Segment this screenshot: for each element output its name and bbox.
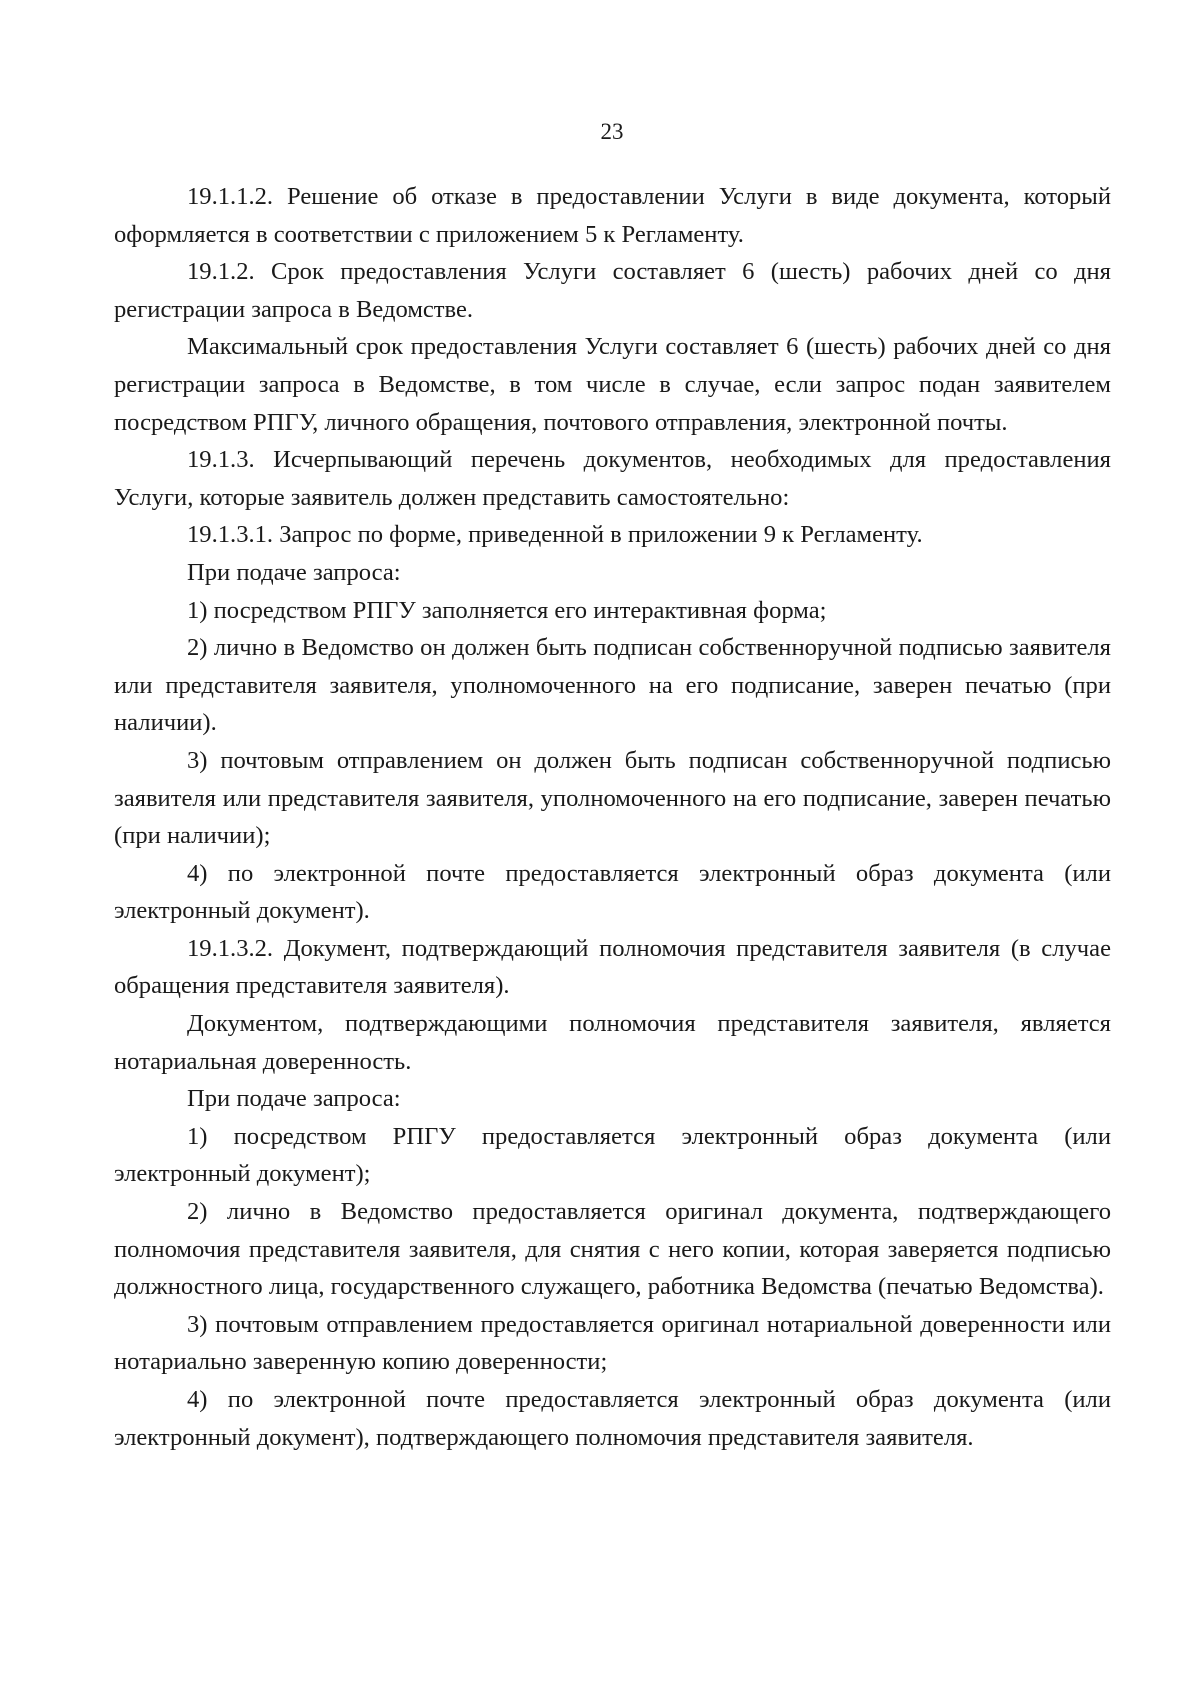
- list-item-postal-original: 3) почтовым отправлением предоставляется оригинал нотариальной доверенности или нотариально заверенную копию доверенности;: [114, 1310, 1111, 1376]
- document-body: [114, 178, 1111, 1456]
- paragraph-submission-heading-2: При подаче запроса:: [187, 1085, 401, 1113]
- paragraph-19-1-3: 19.1.3. Исчерпывающий перечень документов, необходимых для предоставления Услуги, которые заявитель должен представить самостоятельно:: [114, 446, 1111, 511]
- paragraph-power-of-attorney: Документом, подтверждающими полномочия представителя заявителя, является нотариальная доверенность.: [114, 1010, 1111, 1075]
- list-item-rpgu-form: 1) посредством РПГУ заполняется его интерактивная форма;: [187, 596, 827, 624]
- page-number: 23: [600, 119, 624, 144]
- paragraph-19-1-1-2: 19.1.1.2. Решение об отказе в предоставлении Услуги в виде документа, который оформляется в соответствии с приложением 5 к Регламенту.: [114, 183, 1111, 248]
- paragraph-submission-heading: При подаче запроса:: [187, 558, 401, 586]
- list-item-in-person: 2) лично в Ведомство он должен быть подписан собственноручной подписью заявителя или представителя заявителя, уполномоченного на его подписание, заверен печатью (при наличии).: [114, 634, 1111, 737]
- list-item-email: 4) по электронной почте предоставляется электронный образ документа (или электронный документ).: [114, 859, 1111, 925]
- paragraph-19-1-3-1: 19.1.3.1. Запрос по форме, приведенной в приложении 9 к Регламенту.: [187, 521, 923, 549]
- list-item-rpgu-image: 1) посредством РПГУ предоставляется электронный образ документа (или электронный документ);: [114, 1122, 1111, 1188]
- list-item-in-person-original: 2) лично в Ведомство предоставляется оригинал документа, подтверждающего полномочия представителя заявителя, для снятия с него копии, которая заверяется подписью должностного лица, государственного служащего, работника Ведомства (печатью Ведомства).: [114, 1198, 1111, 1301]
- paragraph-max-term: Максимальный срок предоставления Услуги составляет 6 (шесть) рабочих дней со дня регистрации запроса в Ведомстве, в том числе в случае, если запрос подан заявителем посредством РПГУ, личного обращения, почтового отправления, электронной почты.: [114, 333, 1111, 436]
- list-item-postal: 3) почтовым отправлением он должен быть подписан собственноручной подписью заявителя или представителя заявителя, уполномоченного на его подписание, заверен печатью (при наличии);: [114, 746, 1111, 850]
- list-item-email-image: 4) по электронной почте предоставляется электронный образ документа (или электронный документ), подтверждающего полномочия представителя заявителя.: [114, 1386, 1111, 1451]
- paragraph-19-1-3-2: 19.1.3.2. Документ, подтверждающий полномочия представителя заявителя (в случае обращения представителя заявителя).: [114, 934, 1111, 1000]
- paragraph-19-1-2: 19.1.2. Срок предоставления Услуги составляет 6 (шесть) рабочих дней со дня регистрации запроса в Ведомстве.: [114, 258, 1111, 323]
